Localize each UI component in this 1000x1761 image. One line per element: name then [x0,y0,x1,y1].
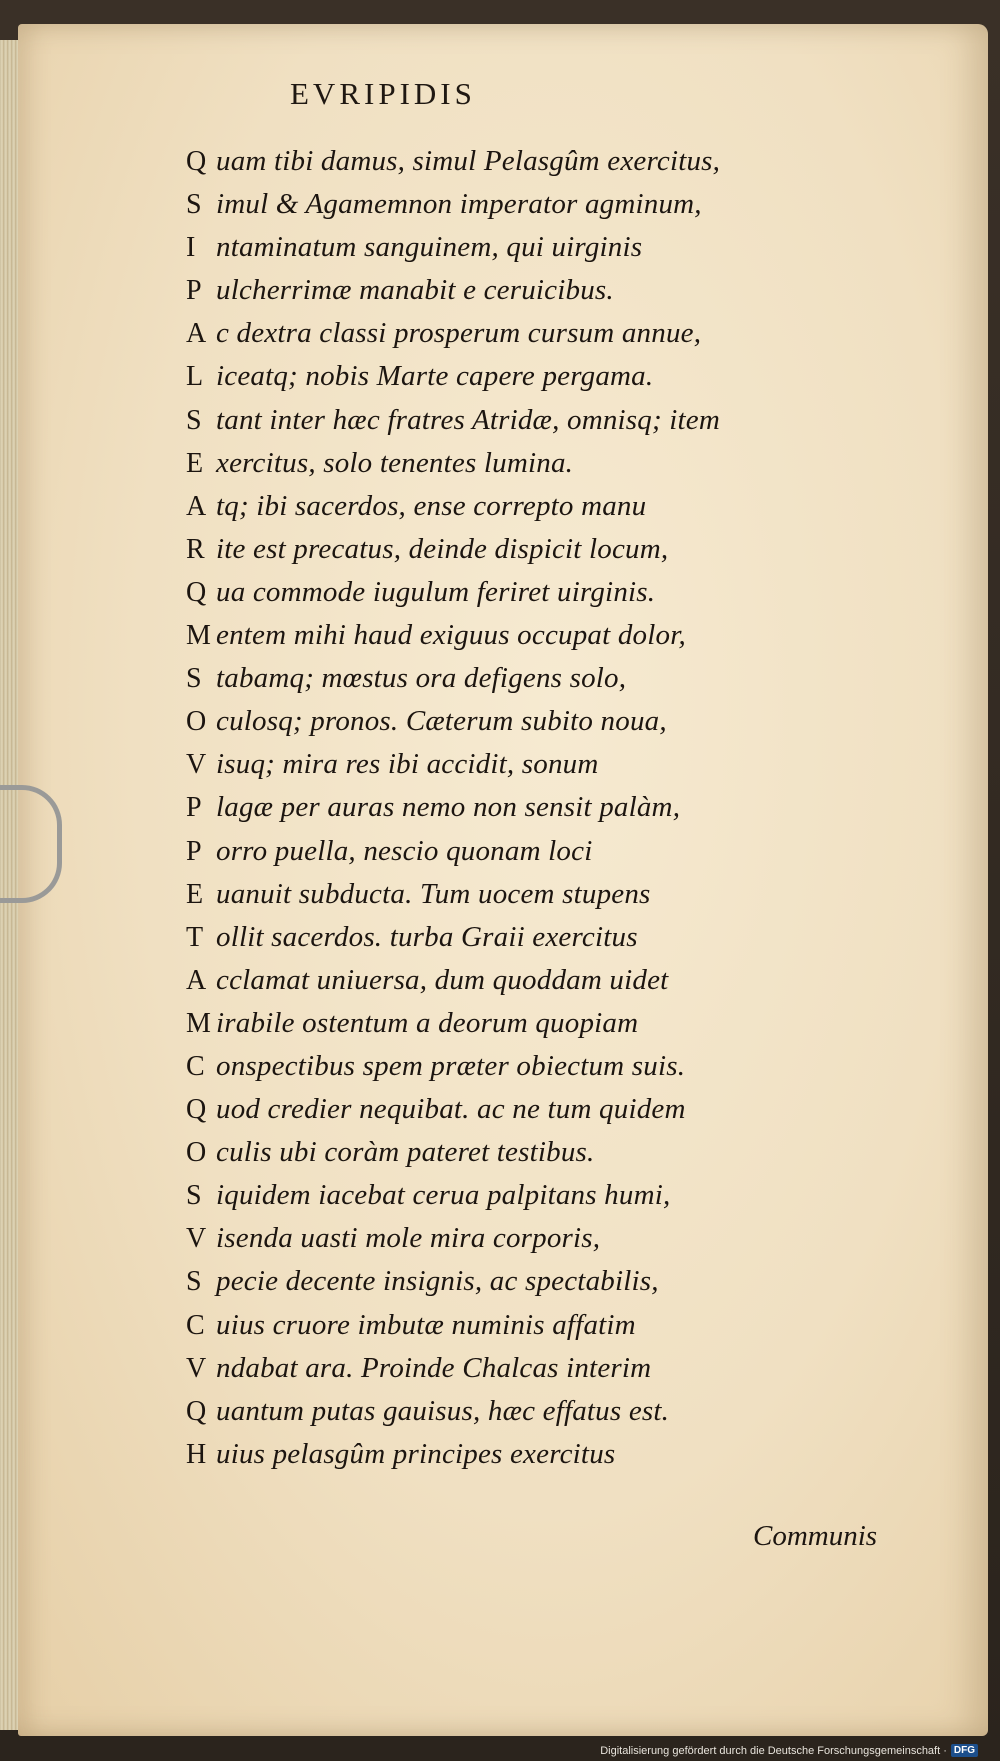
verse-line [186,442,846,485]
verse-line [186,1347,846,1390]
verse-line-text: irabile ostentum a deorum quopiam [216,1006,639,1039]
verse-line-initial: S [186,189,202,221]
verse-line-text: imul & Agamemnon imperator agminum, [216,188,702,221]
verse-line-text: tant inter hæc fratres Atridæ, omnisq; item [216,403,721,436]
verse-line-text: iquidem iacebat cerua palpitans humi, [216,1179,671,1212]
verse-line [186,1131,846,1174]
verse-line-initial: T [186,921,204,953]
verse-line [186,355,846,398]
verse-line-initial: A [186,318,207,350]
verse-line [186,312,846,355]
verse-line-text: uod credier nequibat. ac ne tum quidem [216,1093,686,1126]
verse-line-text: lagæ per auras nemo non sensit palàm, [216,791,681,824]
verse-line [186,614,846,657]
verse-line-text: ulcherrimæ manabit e ceruicibus. [216,274,614,307]
verse-line [186,226,846,269]
verse-line [186,140,846,183]
catchword: Communis [753,1520,878,1552]
verse-line-text: isuq; mira res ibi accidit, sonum [216,748,599,781]
verse-line-text: ndabat ara. Proinde Chalcas interim [216,1351,652,1384]
verse-line [186,399,846,442]
verse-line [186,959,846,1002]
verse-line-text: tq; ibi sacerdos, ense correpto manu [216,489,647,522]
verse-line-text: pecie decente insignis, ac spectabilis, [216,1265,659,1298]
verse-line [186,571,846,614]
verse-line-text: xercitus, solo tenentes lumina. [216,446,574,479]
verse-line [186,1088,846,1131]
verse-line [186,830,846,873]
verse-line [186,743,846,786]
verse-line-initial: E [186,447,204,479]
verse-line [186,916,846,959]
verse-line [186,1217,846,1260]
verse-line-initial: P [186,275,202,307]
verse-line [186,700,846,743]
verse-line-text: tabamq; mœstus ora defigens solo, [216,662,627,695]
verse-line-initial: S [186,663,202,695]
verse-line-initial: C [186,1050,205,1082]
verse-line-initial: E [186,878,204,910]
verse-line-initial: Q [186,1094,207,1126]
verse-line-initial: L [186,361,204,393]
verse-line-text: ollit sacerdos. turba Graii exercitus [216,920,638,953]
verse-line-text: onspectibus spem præter obiectum suis. [216,1049,686,1082]
credit-text: Digitalisierung gefördert durch die Deutsche Forschungsgemeinschaft · [600,1744,947,1757]
verse-line-text: entem mihi haud exiguus occupat dolor, [216,619,686,652]
verse-line [186,1045,846,1088]
verse-line-text: c dextra classi prosperum cursum annue, [216,317,702,350]
verse-line-initial: V [186,1223,207,1255]
verse-line-text: cclamat uniuersa, dum quoddam uidet [216,963,669,996]
verse-line-initial: S [186,404,202,436]
verse-line-text: uanuit subducta. Tum uocem stupens [216,877,651,910]
verse-line-text: ite est precatus, deinde dispicit locum, [216,532,669,565]
verse-line [186,1390,846,1433]
verse-line-text: isenda uasti mole mira corporis, [216,1222,601,1255]
verse-line [186,786,846,829]
verse-line-initial: Q [186,1395,207,1427]
verse-line-text: culosq; pronos. Cæterum subito noua, [216,705,667,738]
verse-line [186,1304,846,1347]
verse-line [186,1260,846,1303]
verse-line-text: ua commode iugulum feriret uirginis. [216,575,656,608]
verse-line-initial: P [186,792,202,824]
verse-line-text: uius cruore imbutæ numinis affatim [216,1308,636,1341]
verse-line-initial: H [186,1438,207,1470]
verse-line-initial: M [186,1007,212,1039]
verse-line-initial: A [186,490,207,522]
verse-line-initial: V [186,749,207,781]
book-page [18,24,988,1736]
verse-line-text: iceatq; nobis Marte capere pergama. [216,360,654,393]
verse-line [186,873,846,916]
verse-line [186,1433,846,1476]
verse-line-initial: Q [186,146,207,177]
verse-line-text: orro puella, nescio quonam loci [216,834,593,867]
verse-line [186,657,846,700]
verse-text [186,140,846,1476]
verse-line-initial: O [186,706,207,738]
digitization-credit [600,1744,978,1757]
verse-line [186,269,846,312]
running-head: EVRIPIDIS [290,76,476,111]
verse-line-text: ntaminatum sanguinem, qui uirginis [216,231,643,264]
verse-line [186,183,846,226]
verse-line-text: uam tibi damus, simul Pelasgûm exercitus, [216,145,721,177]
verse-line-initial: C [186,1309,205,1341]
dfg-logo: DFG [951,1744,978,1757]
verse-line [186,1002,846,1045]
verse-line-initial: M [186,620,212,652]
verse-line-initial: S [186,1180,202,1212]
metal-clip [0,785,62,903]
verse-line-initial: I [186,232,196,264]
verse-line-initial: A [186,964,207,996]
verse-line-initial: Q [186,576,207,608]
verse-line-initial: P [186,835,202,867]
verse-line [186,528,846,571]
verse-line [186,485,846,528]
verse-line-initial: V [186,1352,207,1384]
verse-line-text: culis ubi coràm pateret testibus. [216,1136,595,1169]
verse-line-initial: O [186,1137,207,1169]
verse-line-initial: R [186,533,205,565]
verse-line-initial: S [186,1266,202,1298]
verse-line-text: uantum putas gauisus, hæc effatus est. [216,1394,670,1427]
verse-line [186,1174,846,1217]
verse-line-text: uius pelasgûm principes exercitus [216,1437,616,1470]
